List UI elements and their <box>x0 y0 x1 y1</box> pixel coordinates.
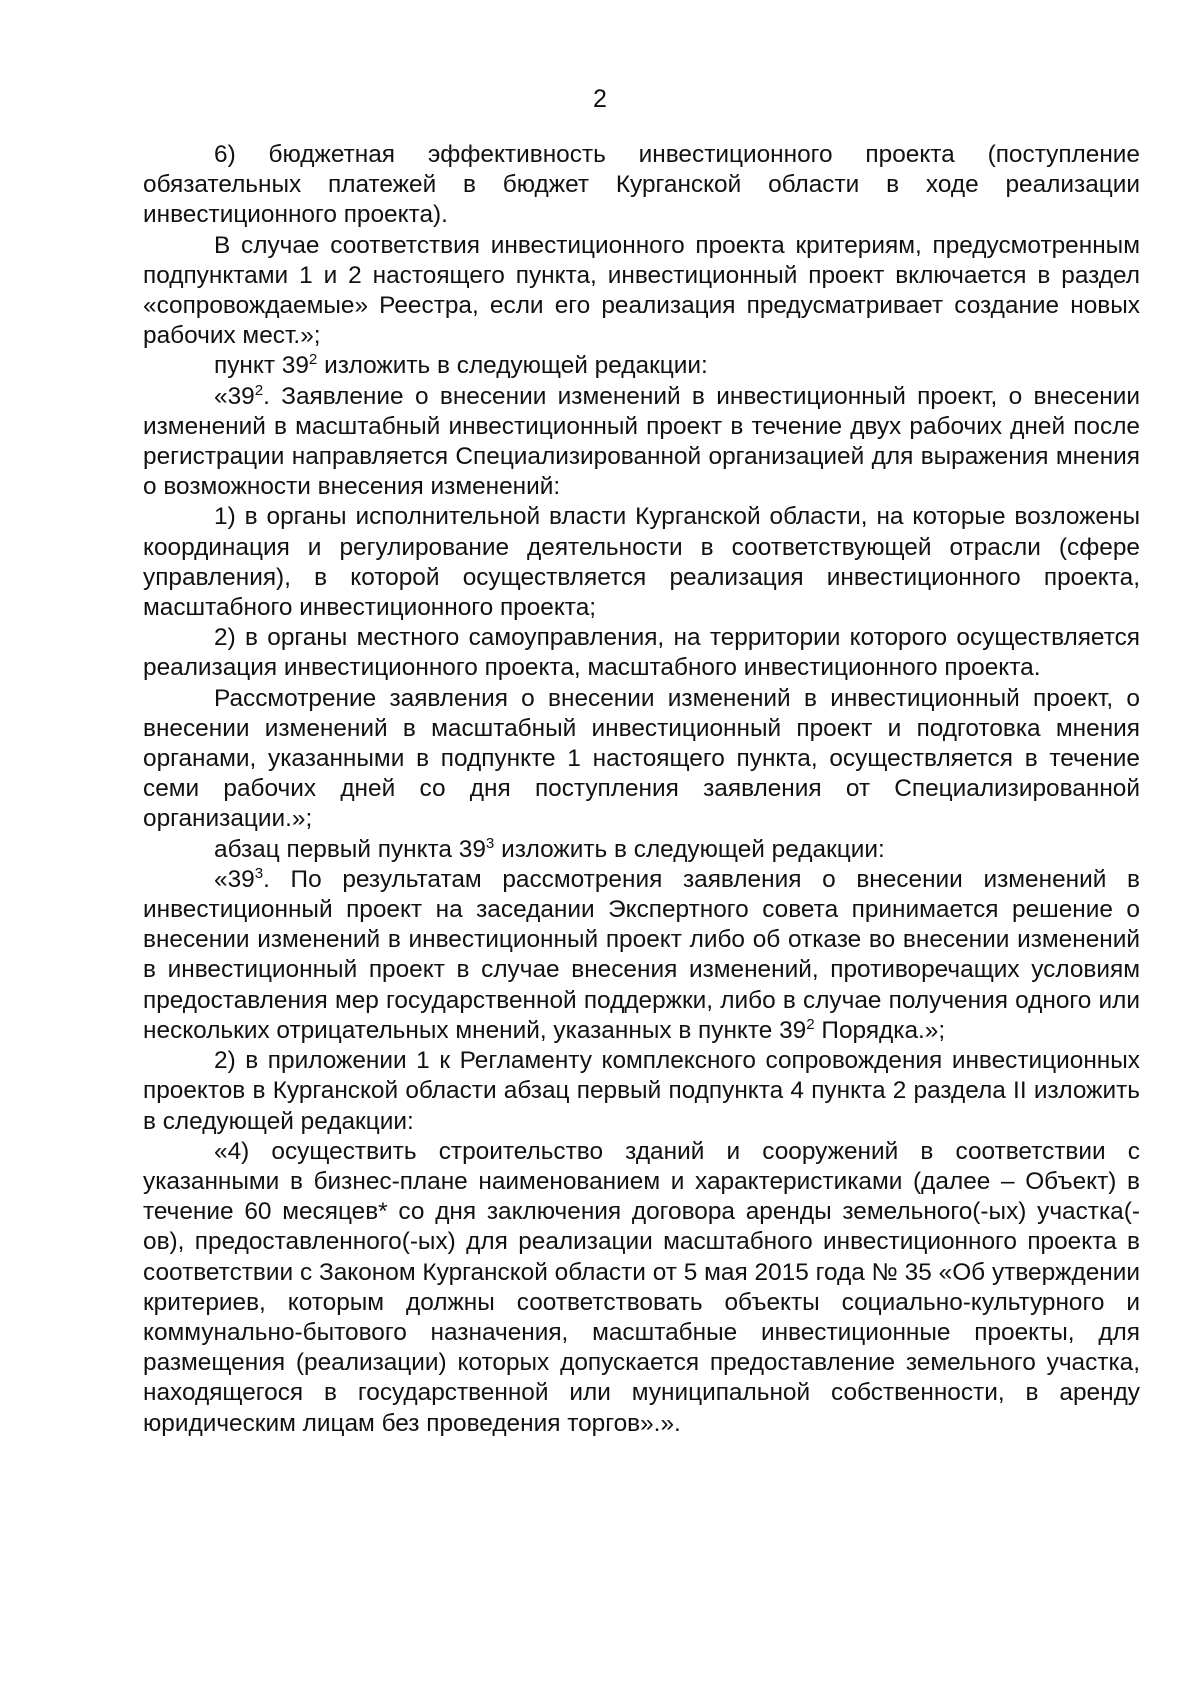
text-part: абзац первый пункта 39 <box>214 835 486 863</box>
page-number: 2 <box>593 85 607 113</box>
text-part: изложить в следующей редакции: <box>317 352 708 380</box>
paragraph-appendix-amendment: 2) в приложении 1 к Регламенту комплексного сопровождения инвестиционных проектов в Курганской области абзац первый подпункта 4 пункта 2 раздела II изложить в следующей редакции: <box>143 1047 1140 1135</box>
text-part: Порядка.»; <box>814 1016 946 1044</box>
paragraph-subitem-2: 2) в органы местного самоуправления, на территории которого осуществляется реализация инвестиционного проекта, масштабного инвестиционного проекта. <box>143 624 1140 682</box>
paragraph-subitem-1: 1) в органы исполнительной власти Курганской области, на которые возложены координация и регулирование деятельности в соответствующей отрасли (сфере управления), в которой осуществляется реализация инвестиционного проекта, масштабного инвестиционного проекта; <box>143 503 1140 622</box>
paragraph-review-period: Рассмотрение заявления о внесении изменений в инвестиционный проект, о внесении изменений в масштабный инвестиционный проект и подготовка мнения органами, указанными в подпункте 1 настоящего пункта, осуществляется в течение семи рабочих дней со дня поступления заявления от Специализированной организации.»; <box>143 684 1140 833</box>
superscript: 2 <box>806 1015 815 1033</box>
document-body <box>143 140 1140 1439</box>
paragraph-item-39-2-text <box>143 382 1140 503</box>
text-part: «39 <box>214 865 255 893</box>
paragraph-item-39-2-heading <box>143 351 1140 381</box>
text-part: «39 <box>214 382 255 410</box>
text-part: . По результатам рассмотрения заявления о внесении изменений в инвестиционный проект на заседании Экспертного совета принимается решение о внесении изменений в инвестиционный проект либо об отказе во внесении изменений в инвестиционный проект в случае внесения изменений, противоречащих условиям предоставления мер государственной поддержки, либо в случае получения одного или нескольких отрицательных мнений, указанных в пункте 39 <box>143 865 1140 1044</box>
paragraph-supported-section: В случае соответствия инвестиционного проекта критериям, предусмотренным подпунктами 1 и 2 настоящего пункта, инвестиционный проект включается в раздел «сопровождаемые» Реестра, если его реализация предусматривает создание новых рабочих мест.»; <box>143 231 1140 350</box>
superscript: 3 <box>485 834 495 852</box>
text-part: пункт 39 <box>214 352 309 380</box>
paragraph-construction-obligation: «4) осуществить строительство зданий и сооружений в соответствии с указанными в бизнес-плане наименованием и характеристиками (далее – Объект) в течение 60 месяцев* со дня заключения договора аренды земельного(-ых) участка(-ов), предоставленного(-ых) для реализации масштабного инвестиционного проекта в соответствии с Законом Курганской области от 5 мая 2015 года № 35 «Об утверждении критериев, которым должны соответствовать объекты социально-культурного и коммунально-бытового назначения, масштабные инвестиционные проекты, для размещения (реализации) которых допускается предоставление земельного участка, находящегося в государственной или муниципальной собственности, в аренду юридическим лицам без проведения торгов».». <box>143 1137 1140 1437</box>
text-part: . Заявление о внесении изменений в инвестиционный проект, о внесении изменений в масштабный инвестиционный проект в течение двух рабочих дней после регистрации направляется Специализированной организацией для выражения мнения о возможности внесения изменений: <box>143 382 1140 501</box>
superscript: 2 <box>254 381 264 399</box>
superscript: 3 <box>254 864 264 882</box>
superscript: 2 <box>308 351 318 369</box>
paragraph-budget-efficiency: 6) бюджетная эффективность инвестиционного проекта (поступление обязательных платежей в бюджет Курганской области в ходе реализации инвестиционного проекта). <box>143 141 1140 229</box>
text-part: изложить в следующей редакции: <box>494 835 885 863</box>
paragraph-item-39-3-heading <box>143 835 1140 865</box>
paragraph-item-39-3-text <box>143 865 1140 1046</box>
